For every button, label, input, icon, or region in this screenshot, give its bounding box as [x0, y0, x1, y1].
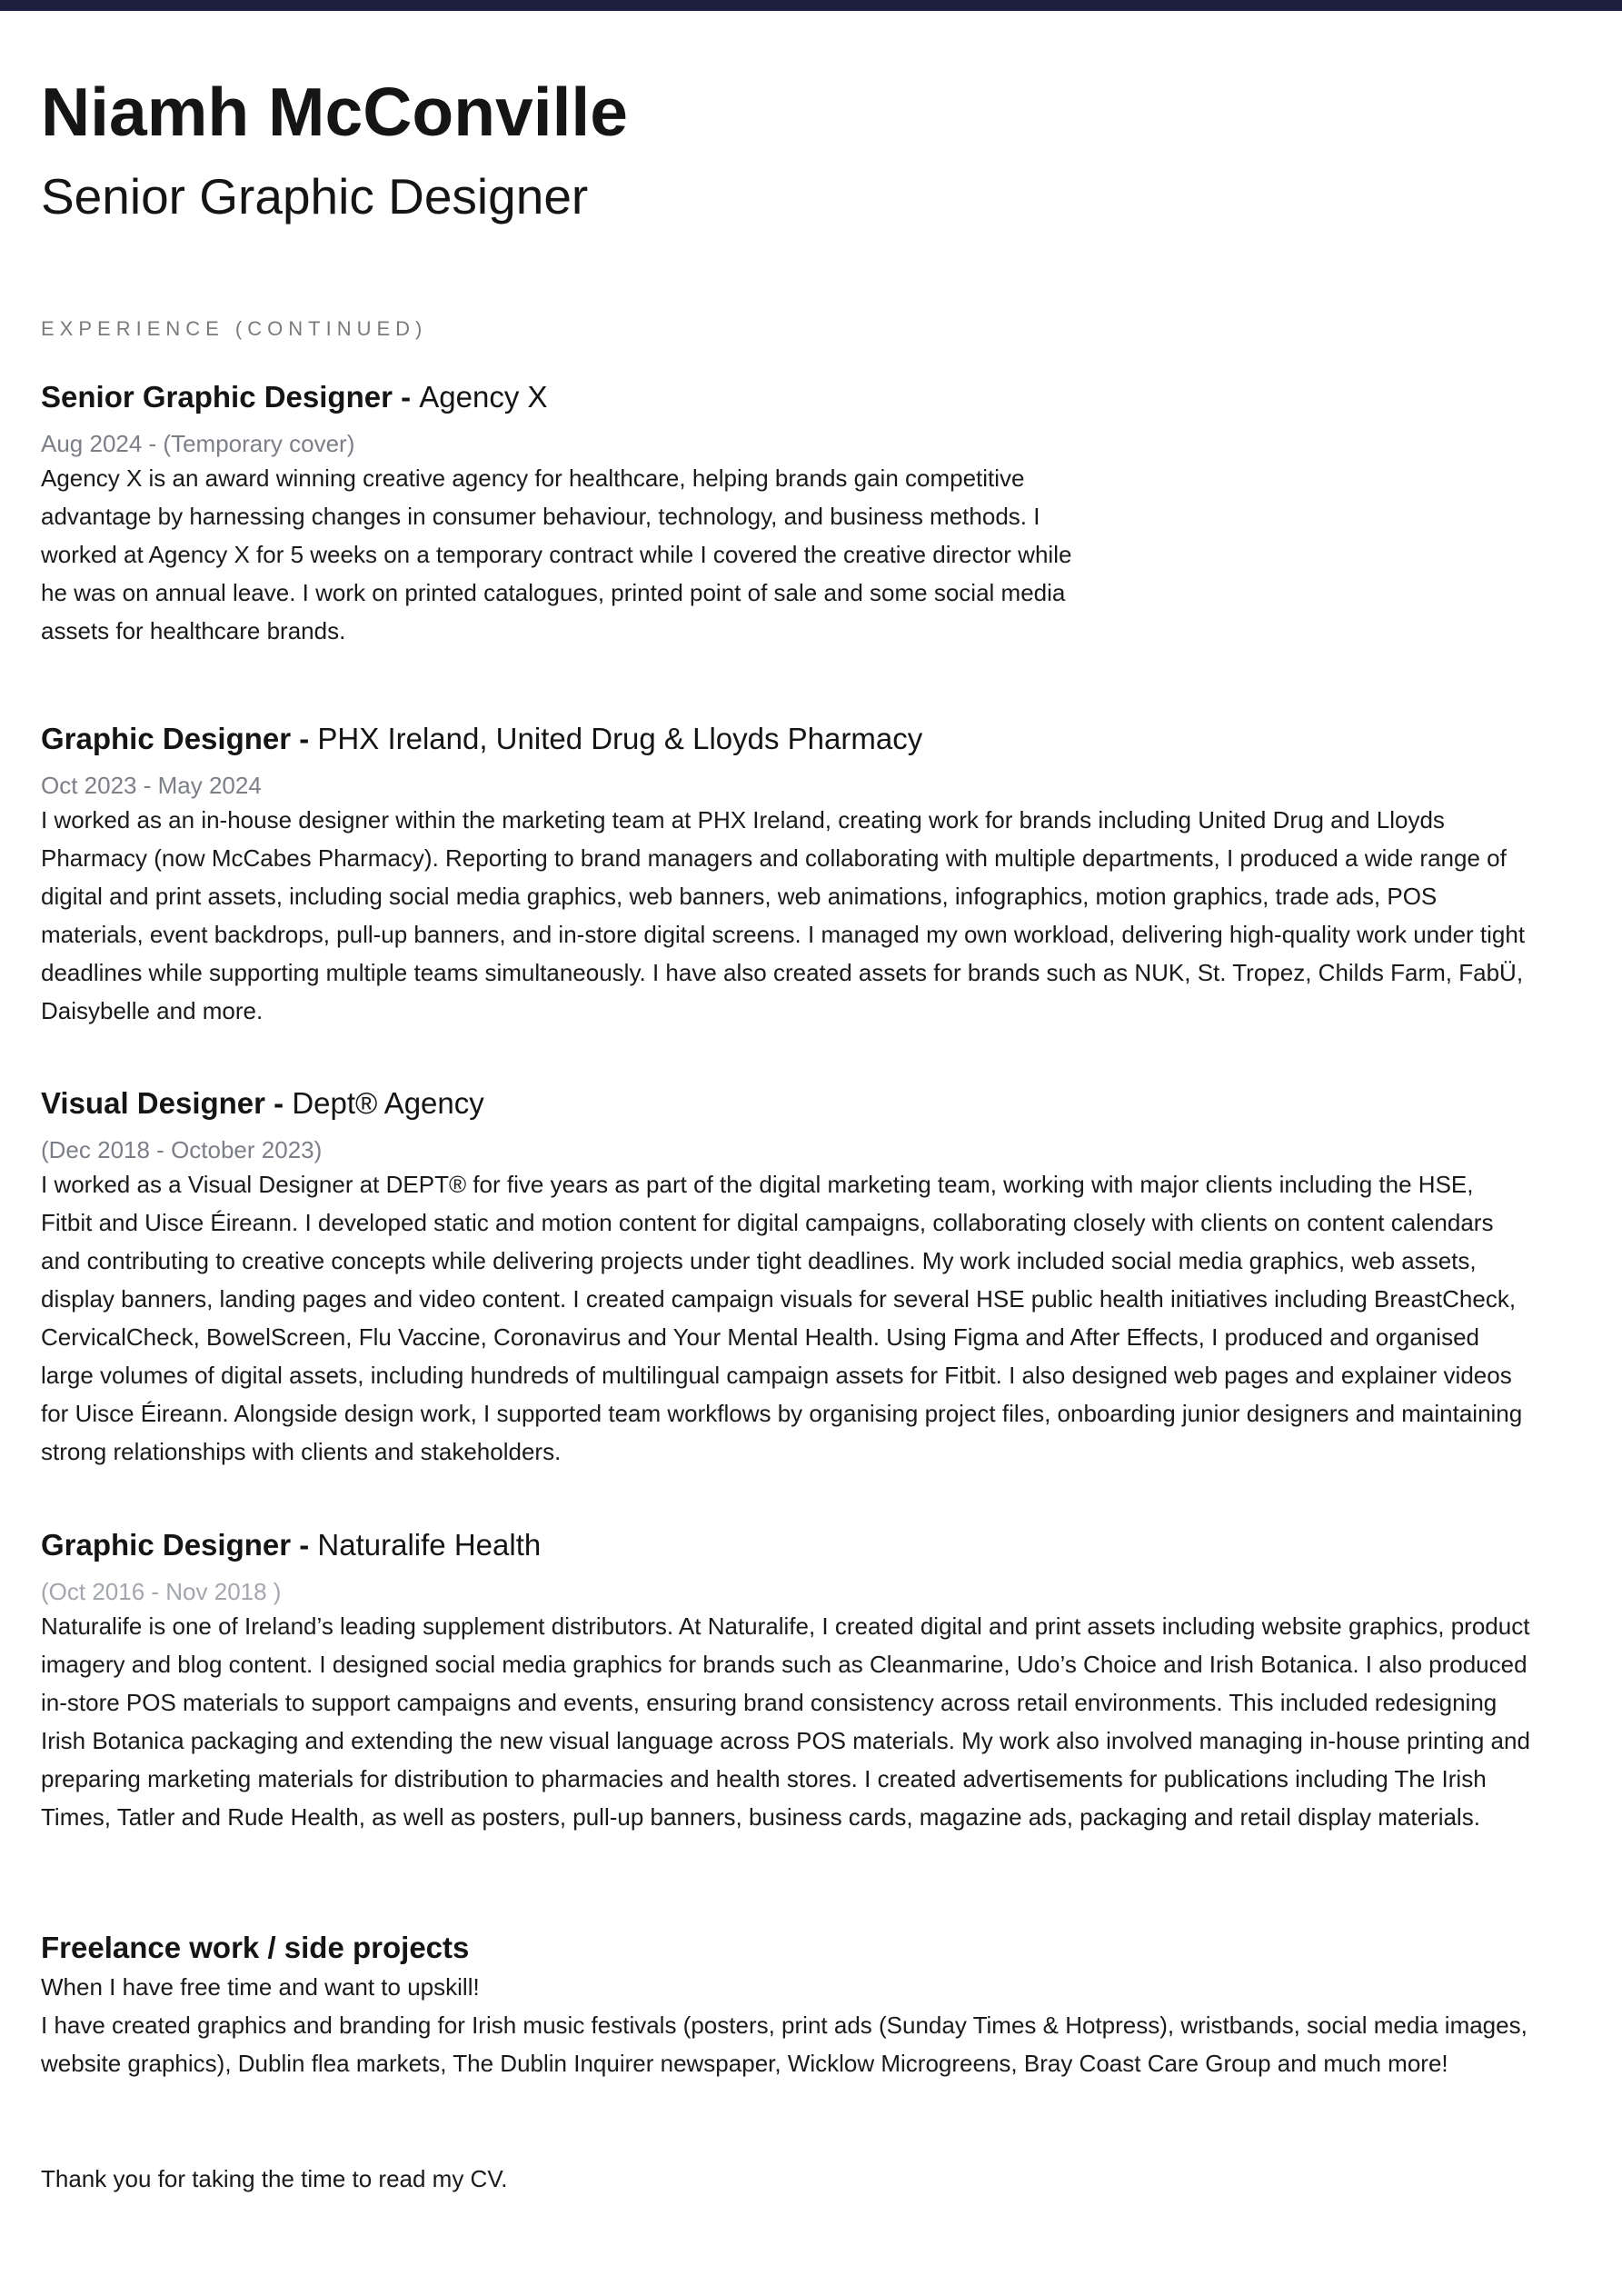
job-date: (Dec 2018 - October 2023)	[41, 1136, 323, 1163]
job-title: Senior Graphic Designer -	[41, 380, 420, 414]
job-description: I worked as an in-house designer within the marketing team at PHX Ireland, creating work for brands including United Drug and Lloyds Pharmacy (now McCabes Pharmacy). Reporting to brand managers and collaborating with multiple departments, I produced a wide range of digital and print assets, including social media graphics, web banners, web animations, infographics, motion graphics, trade ads, POS materials, event backdrops, pull-up banners, and in-store digital screens. I managed my own workload, delivering high-quality work under tight deadlines while supporting multiple teams simultaneously. I have also created assets for brands such as NUK, St. Tropez, Childs Farm, FabÜ, Daisybelle and more.	[41, 806, 1526, 1024]
job-heading	[41, 1527, 1531, 1563]
freelance-description: I have created graphics and branding for Irish music festivals (posters, print ads (Sunday Times & Hotpress), wristbands, social media images, website graphics), Dublin flea markets, The Dublin Inquirer newspaper, Wicklow Microgreens, Bray Coast Care Group and much more!	[41, 2011, 1527, 2077]
experience-entry	[41, 379, 1104, 650]
section-label-experience: EXPERIENCE (CONTINUED)	[41, 317, 428, 340]
job-employer: Naturalife Health	[317, 1528, 542, 1562]
job-heading	[41, 721, 1531, 757]
candidate-role: Senior Graphic Designer	[41, 168, 589, 225]
job-employer: PHX Ireland, United Drug & Lloyds Pharmacy	[317, 722, 923, 755]
header-accent-bar	[0, 0, 1622, 11]
job-employer: Dept® Agency	[292, 1086, 484, 1120]
experience-entry	[41, 1527, 1531, 1836]
job-date: Oct 2023 - May 2024	[41, 772, 262, 799]
job-description: I worked as a Visual Designer at DEPT® for five years as part of the digital marketing team, working with major clients including the HSE, Fitbit and Uisce Éireann. I developed static and motion content for digital campaigns, collaborating closely with clients on content calendars and contributing to creative concepts while delivering projects under tight deadlines. My work included social media graphics, web assets, display banners, landing pages and video content. I created campaign visuals for several HSE public health initiatives including BreastCheck, CervicalCheck, BowelScreen, Flu Vaccine, Coronavirus and Your Mental Health. Using Figma and After Effects, I produced and organised large volumes of digital assets, including hundreds of multilingual campaign assets for Fitbit. I also designed web pages and explainer videos for Uisce Éireann. Alongside design work, I supported team workflows by organising project files, onboarding junior designers and maintaining strong relationships with clients and stakeholders.	[41, 1171, 1523, 1465]
job-employer: Agency X	[419, 380, 548, 414]
job-date: Aug 2024 - (Temporary cover)	[41, 430, 355, 457]
closing-note: Thank you for taking the time to read my CV.	[41, 2165, 508, 2192]
job-description: Agency X is an award winning creative agency for healthcare, helping brands gain competitive advantage by harnessing changes in consumer behaviour, technology, and business methods. I worked at Agency X for 5 weeks on a temporary contract while I covered the creative director while he was on annual leave. I work on printed catalogues, printed point of sale and some social media assets for healthcare brands.	[41, 464, 1072, 644]
job-heading	[41, 1085, 1531, 1122]
job-heading	[41, 379, 1104, 415]
experience-entry	[41, 1085, 1531, 1471]
job-title: Visual Designer -	[41, 1086, 293, 1120]
job-description: Naturalife is one of Ireland’s leading supplement distributors. At Naturalife, I created digital and print assets including website graphics, product imagery and blog content. I designed social media graphics for brands such as Cleanmarine, Udo’s Choice and Irish Botanica. I also produced in-store POS materials to support campaigns and events, ensuring brand consistency across retail environments. This included redesigning Irish Botanica packaging and extending the new visual language across POS materials. My work also involved managing in-house printing and preparing marketing materials for distribution to pharmacies and health stores. I created advertisements for publications including The Irish Times, Tatler and Rude Health, as well as posters, pull-up banners, business cards, magazine ads, packaging and retail display materials.	[41, 1612, 1530, 1831]
job-title: Graphic Designer -	[41, 1528, 318, 1562]
job-date: (Oct 2016 - Nov 2018 )	[41, 1578, 282, 1605]
experience-entry	[41, 721, 1531, 1030]
freelance-heading: Freelance work / side projects	[41, 1931, 470, 1964]
freelance-intro: When I have free time and want to upskill!	[41, 1973, 480, 2001]
freelance-section	[41, 1930, 1531, 2082]
job-title: Graphic Designer -	[41, 722, 318, 755]
candidate-name: Niamh McConville	[41, 74, 628, 150]
